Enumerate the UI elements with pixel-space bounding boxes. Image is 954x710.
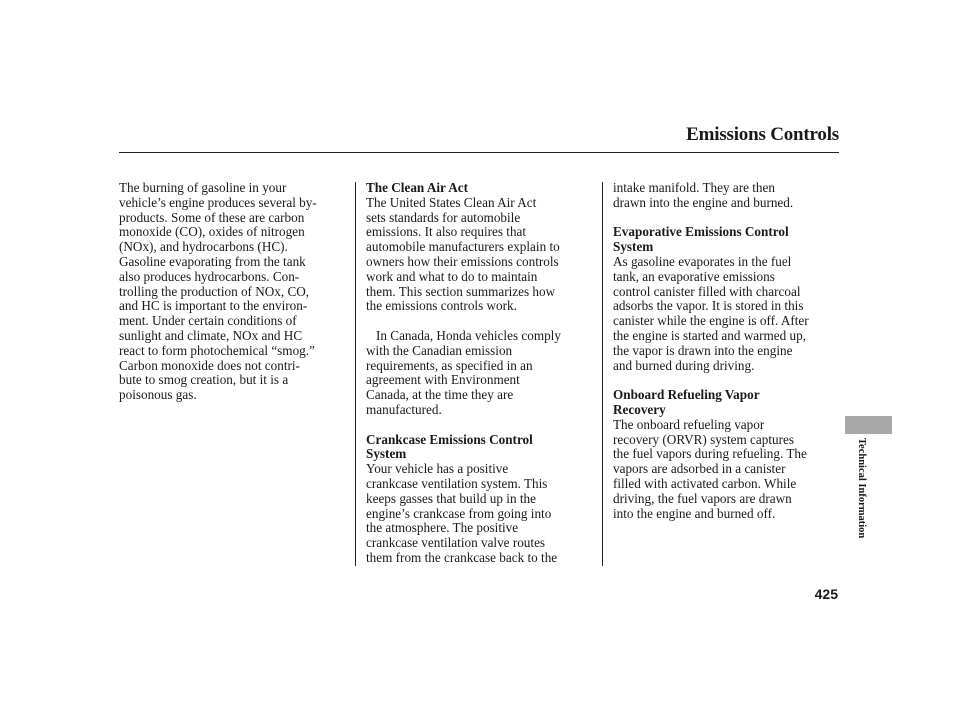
text-line: control canister filled with charcoal: [613, 283, 801, 299]
text-line: also produces hydrocarbons. Con-: [119, 268, 300, 284]
heading-line: Recovery: [613, 401, 666, 417]
header-rule: [119, 152, 839, 153]
text-line: vapors are adsorbed in a canister: [613, 461, 786, 477]
text-line: Gasoline evaporating from the tank: [119, 253, 306, 269]
text-line: agreement with Environment: [366, 372, 520, 388]
text-line: sets standards for automobile: [366, 209, 521, 225]
intro-paragraph: [119, 181, 347, 403]
text-line: and HC is important to the environ-: [119, 298, 308, 314]
text-line: manufactured.: [366, 401, 442, 417]
heading-line: System: [613, 239, 654, 255]
text-line: Canada, at the time they are: [366, 387, 514, 403]
section-side-label: Technical Information: [856, 438, 867, 539]
column-divider-2: [602, 182, 603, 566]
heading-line: Evaporative Emissions Control: [613, 224, 789, 240]
text-line: work and what to do to maintain: [366, 268, 538, 284]
crankcase-continued-paragraph: [613, 181, 841, 211]
page-title: Emissions Controls: [686, 124, 839, 145]
text-line: the vapor is drawn into the engine: [613, 342, 793, 358]
text-line: trolling the production of NOx, CO,: [119, 283, 310, 299]
text-line: into the engine and burned off.: [613, 505, 776, 521]
section-tab-marker: [845, 416, 892, 434]
text-line: adsorbs the vapor. It is stored in this: [613, 298, 804, 314]
text-line: bute to smog creation, but it is a: [119, 372, 289, 388]
text-line: products. Some of these are carbon: [119, 209, 305, 225]
text-line: intake manifold. They are then: [613, 180, 775, 195]
text-line: sunlight and climate, NOx and HC: [119, 327, 303, 343]
text-line: them from the crankcase back to the: [366, 549, 558, 565]
text-line: the emissions controls work.: [366, 298, 517, 314]
text-line: keeps gasses that build up in the: [366, 490, 536, 506]
text-line: driving, the fuel vapors are drawn: [613, 490, 792, 506]
crankcase-paragraph: [366, 462, 596, 566]
text-line: As gasoline evaporates in the fuel: [613, 253, 792, 269]
text-line: react to form photochemical “smog.”: [119, 342, 315, 358]
heading-line: Onboard Refueling Vapor: [613, 387, 760, 403]
heading-orvr: [613, 388, 841, 418]
text-line: engine’s crankcase from going into: [366, 505, 552, 521]
text-line: drawn into the engine and burned.: [613, 194, 794, 210]
column-divider-1: [355, 182, 356, 566]
column-middle: [366, 181, 596, 566]
text-line: Your vehicle has a positive: [366, 461, 509, 477]
heading-crankcase: [366, 433, 596, 463]
heading-evaporative: [613, 225, 841, 255]
text-line: filled with activated carbon. While: [613, 475, 797, 491]
text-line: The burning of gasoline in your: [119, 180, 287, 195]
text-line: the engine is started and warmed up,: [613, 327, 806, 343]
evaporative-paragraph: [613, 255, 841, 373]
text-line: Carbon monoxide does not contri-: [119, 357, 300, 373]
heading-line: Crankcase Emissions Control: [366, 431, 533, 447]
text-line: canister while the engine is off. After: [613, 313, 809, 329]
text-line: vehicle’s engine produces several by-: [119, 194, 317, 210]
text-line: In Canada, Honda vehicles comply: [376, 327, 561, 343]
page-number: 425: [814, 586, 838, 602]
text-line: poisonous gas.: [119, 387, 197, 403]
text-line: recovery (ORVR) system captures: [613, 431, 794, 447]
text-line: ment. Under certain conditions of: [119, 313, 297, 329]
text-line: The United States Clean Air Act: [366, 194, 537, 210]
text-line: them. This section summarizes how: [366, 283, 556, 299]
column-right: [613, 181, 841, 521]
heading-line: System: [366, 446, 407, 462]
heading-clean-air-act: The Clean Air Act: [366, 180, 468, 195]
clean-air-act-paragraph: [366, 196, 596, 314]
text-line: crankcase ventilation valve routes: [366, 535, 546, 551]
text-line: emissions. It also requires that: [366, 224, 527, 240]
text-line: the fuel vapors during refueling. The: [613, 446, 807, 462]
text-line: The onboard refueling vapor: [613, 416, 765, 432]
text-line: crankcase ventilation system. This: [366, 475, 548, 491]
text-line: monoxide (CO), oxides of nitrogen: [119, 224, 305, 240]
text-line: automobile manufacturers explain to: [366, 239, 560, 255]
text-line: and burned during driving.: [613, 357, 755, 373]
text-line: requirements, as specified in an: [366, 357, 533, 373]
orvr-paragraph: [613, 418, 841, 522]
text-line: owners how their emissions controls: [366, 253, 559, 269]
text-line: tank, an evaporative emissions: [613, 268, 775, 284]
text-line: the atmosphere. The positive: [366, 520, 519, 536]
text-line: with the Canadian emission: [366, 342, 513, 358]
text-line: (NOx), and hydrocarbons (HC).: [119, 239, 288, 255]
canada-paragraph: [366, 329, 596, 418]
column-intro: [119, 181, 347, 403]
